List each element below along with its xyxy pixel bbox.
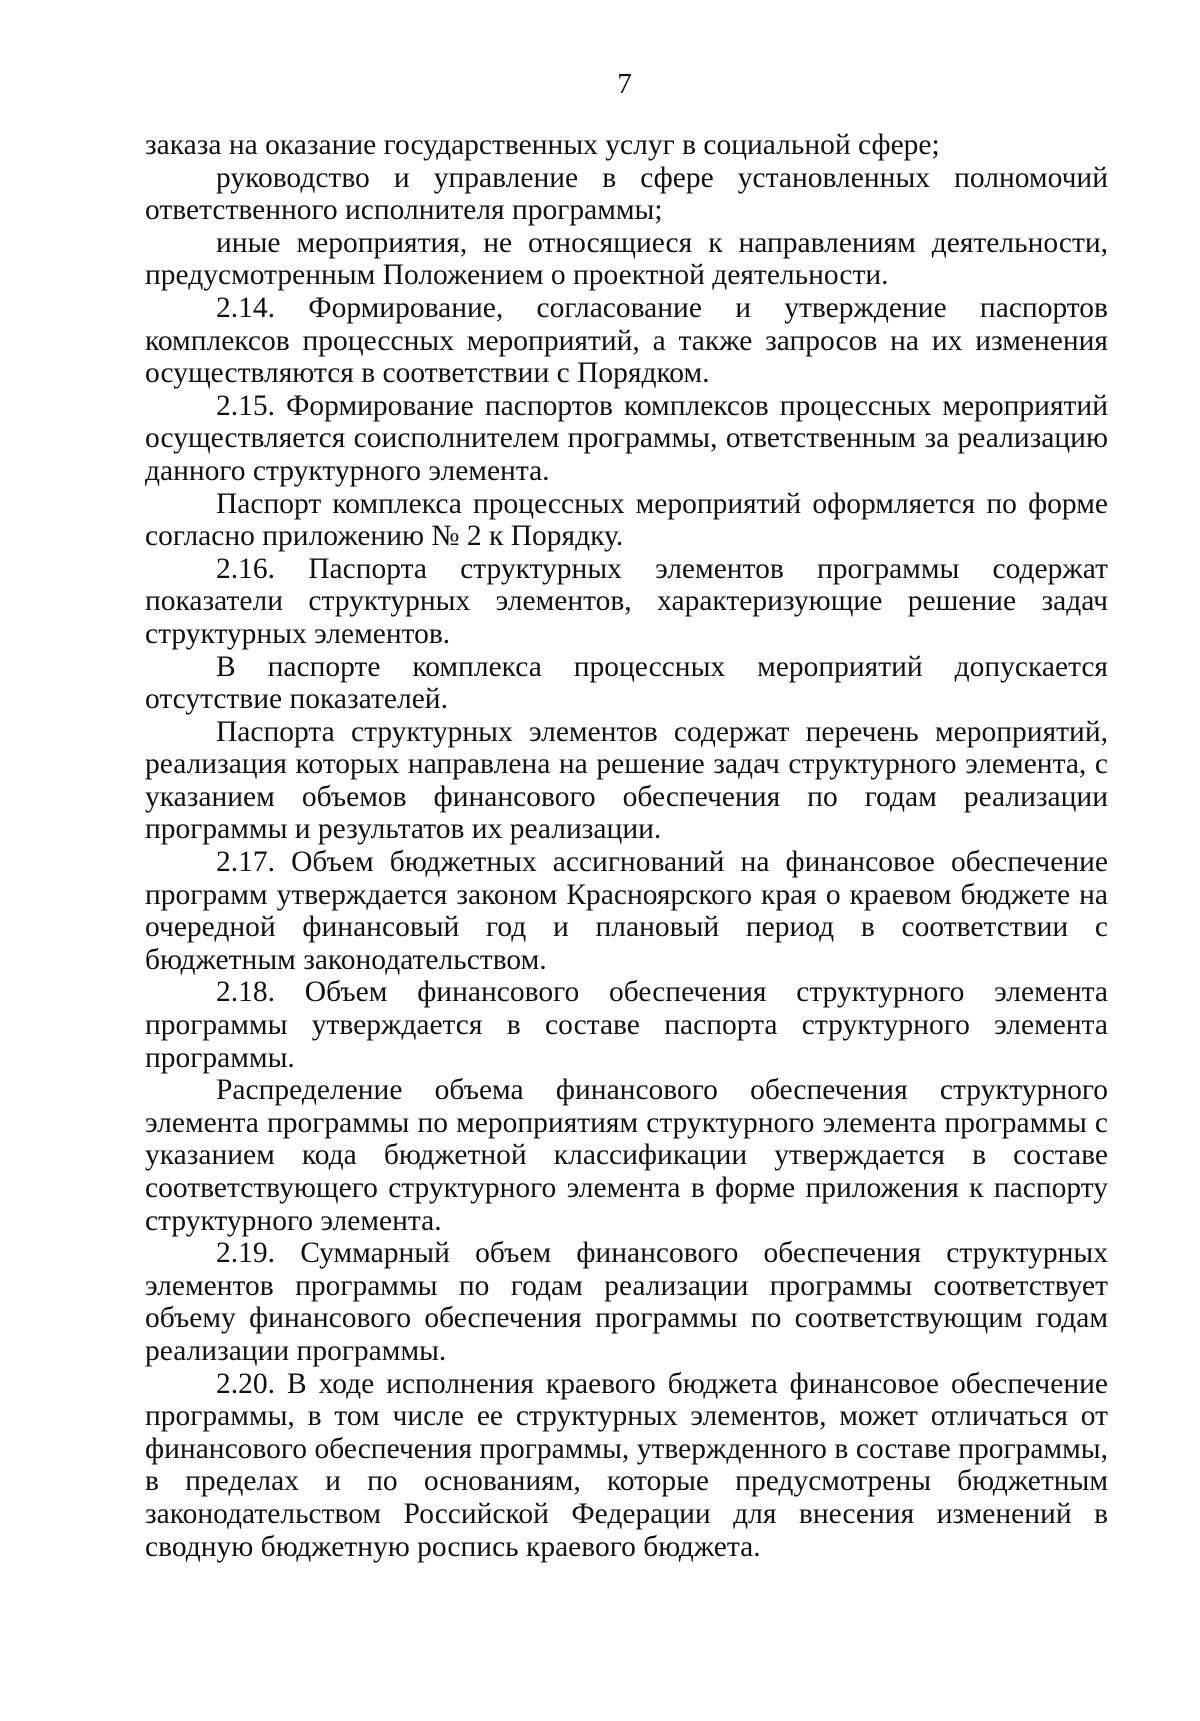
document-body: [145, 129, 1108, 1563]
paragraph-no-indicators: В паспорте комплекса процессных мероприятий допускается отсутствие показателей.: [145, 650, 1108, 716]
paragraph-management: руководство и управление в сфере установленных полномочий ответственного исполнителя программы;: [145, 161, 1108, 227]
paragraph-other-activities: иные мероприятия, не относящиеся к направлениям деятельности, предусмотренным Положением о проектной деятельности.: [145, 226, 1108, 292]
paragraph-2-19: 2.19. Суммарный объем финансового обеспечения структурных элементов программы по годам реализации программы соответствует объему финансового обеспечения программы по соответствующим годам реализации программы.: [145, 1237, 1108, 1367]
paragraph-passport-form: Паспорт комплекса процессных мероприятий оформляется по форме согласно приложению № 2 к Порядку.: [145, 487, 1108, 553]
paragraph-2-16: 2.16. Паспорта структурных элементов программы содержат показатели структурных элементов, характеризующие решение задач структурных элементов.: [145, 552, 1108, 650]
paragraph-2-14: 2.14. Формирование, согласование и утверждение паспортов комплексов процессных мероприятий, а также запросов на их изменения осуществляются в соответствии с Порядком.: [145, 291, 1108, 390]
paragraph-2-17: 2.17. Объем бюджетных ассигнований на финансовое обеспечение программ утверждается законом Красноярского края о краевом бюджете на очередной финансовый год и плановый период в соответствии с бюджетным законодательством.: [145, 846, 1108, 976]
paragraph-2-20: 2.20. В ходе исполнения краевого бюджета финансовое обеспечение программы, в том числе ее структурных элементов, может отличаться от финансового обеспечения программы, утвержденного в составе программы, в пределах и по основаниям, которые предусмотрены бюджетным законодательством Российской Федерации для внесения изменений в сводную бюджетную роспись краевого бюджета.: [145, 1367, 1108, 1563]
paragraph-distribution: Распределение объема финансового обеспечения структурного элемента программы по мероприятиям структурного элемента программы с указанием кода бюджетной классификации утверждается в составе соответствующего структурного элемента в форме приложения к паспорту структурного элемента.: [145, 1074, 1108, 1237]
page-number: 7: [617, 68, 632, 100]
paragraph-2-15: 2.15. Формирование паспортов комплексов процессных мероприятий осуществляется соисполнителем программы, ответственным за реализацию данного структурного элемента.: [145, 389, 1108, 487]
paragraph-activities-list: Паспорта структурных элементов содержат перечень мероприятий, реализация которых направлена на решение задач структурного элемента, с указанием объемов финансового обеспечения по годам реализации программы и результатов их реализации.: [145, 715, 1108, 846]
paragraph-2-18: 2.18. Объем финансового обеспечения структурного элемента программы утверждается в составе паспорта структурного элемента программы.: [145, 976, 1108, 1074]
paragraph-continuation: заказа на оказание государственных услуг в социальной сфере;: [145, 129, 940, 161]
